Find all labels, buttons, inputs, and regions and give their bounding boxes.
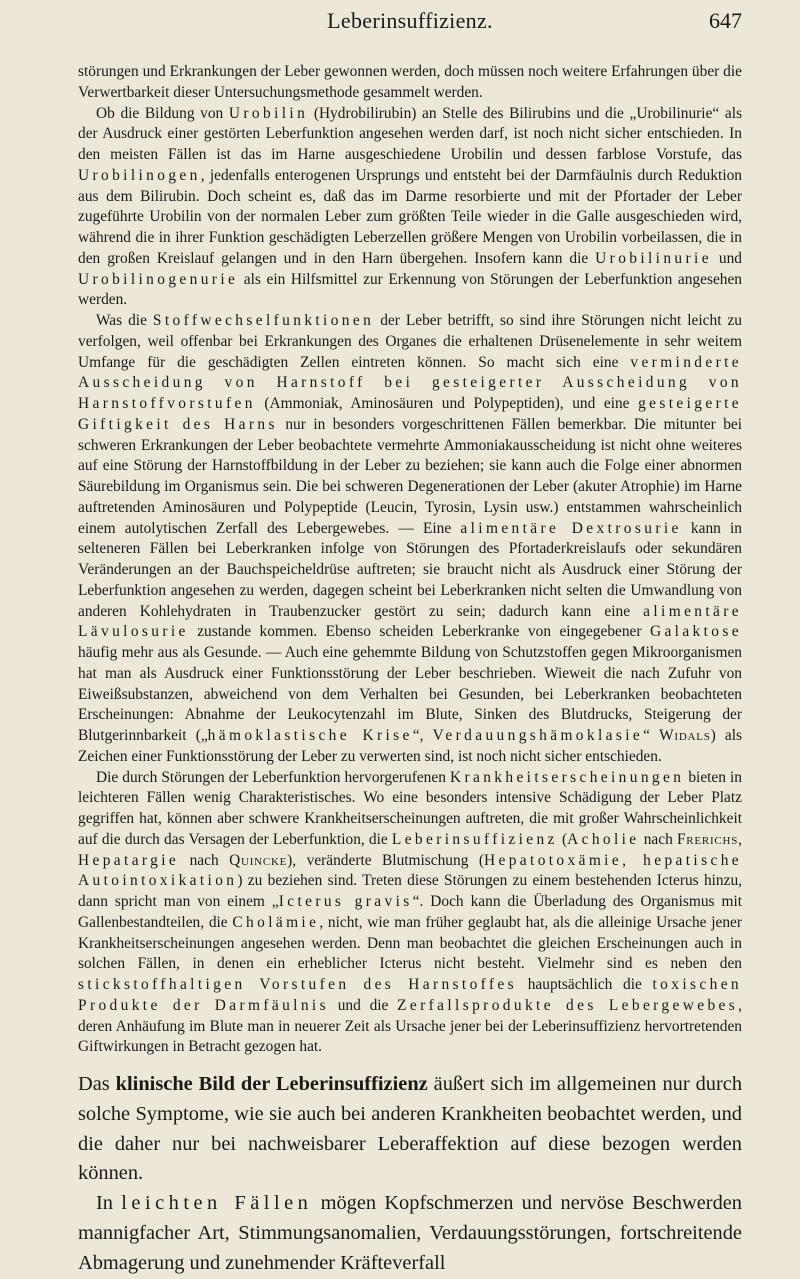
text-run: hauptsächlich die xyxy=(517,976,653,993)
text-run: , deren Anhäufung im Blute man in neuerer Zeit als Ursache jener bei der Leberinsuffizienz hervortretenden Giftwirkungen in Betracht gezogen hat. xyxy=(78,996,742,1056)
text-run: “, xyxy=(412,727,433,744)
emphasis: leichten Fällen xyxy=(121,1192,313,1215)
text-run: nach xyxy=(639,830,677,848)
emphasis: stickstoffhaltigen Vorstufen des Harnstoffes xyxy=(78,976,518,993)
paragraph-klinisches-bild xyxy=(78,1070,742,1189)
text-run: Das xyxy=(78,1073,116,1095)
paragraph-krankheitserscheinungen xyxy=(78,768,742,1059)
emphasis: hämoklastische Krise xyxy=(207,727,413,744)
text-run: ) als Zeichen einer Funktionsstörung der Leber zu verwerten sind, ist noch nicht sicher entschieden. xyxy=(78,727,742,765)
text-run: , xyxy=(738,830,742,848)
text-run: (Hydrobilirubin) an Stelle des Bilirubins und die „Urobilinurie“ als der Ausdruck einer gestörten Leberfunktion angesehen werden darf, ist noch nicht sicher entschieden. In den meisten Fällen ist das im Harne ausgeschiedene Urobilin und dessen farblose Vorstufe, das xyxy=(78,104,742,163)
text-run: mögen Kopfschmerzen und nervöse Beschwerden mannigfacher Art, Stimmungsanomalien, Verdauungsstörungen, fortschreitende Abmagerung und zunehmender Kräfteverfall xyxy=(78,1192,743,1274)
emphasis: Hepatargie xyxy=(78,851,180,869)
text-run: ), veränderte Blutmischung ( xyxy=(287,851,484,869)
emphasis: Krankheitserscheinungen xyxy=(449,768,685,786)
running-head: Leberinsuffizienz. xyxy=(327,8,493,33)
paragraph-urobilin xyxy=(78,104,742,312)
paragraph-stoffwechsel xyxy=(78,311,742,768)
text-run: äußert sich im allgemeinen nur durch solche Symptome, wie sie auch bei anderen Krankheiten beobachtet werden, und die daher nur bei nachweisbarer Leberaffektion auf diese bezogen werden können. xyxy=(78,1073,743,1185)
emphasis: Zerfallsprodukte des Lebergewebes xyxy=(397,996,739,1014)
text-run: und xyxy=(711,249,742,267)
text-run: Die durch Störungen der Leberfunktion hervorgerufenen xyxy=(96,768,450,786)
emphasis: Verdauungshämoklasie xyxy=(432,727,644,744)
emphasis: alimentäre Dextrosurie xyxy=(460,519,682,537)
emphasis: verminderte Ausscheidung von Harnstoff bei gesteigerter Ausscheidung von Harnstoffvorstufen xyxy=(78,353,742,412)
text-run: Ob die Bildung von xyxy=(96,104,229,122)
emphasis: Acholie xyxy=(567,830,640,848)
emphasis: Urobilinogenurie xyxy=(78,270,239,288)
paragraph-methods: störungen und Erkrankungen der Leber gewonnen werden, doch müssen noch weitere Erfahrungen über die Verwertbarkeit dieser Untersuchungsmethode gesammelt werden. xyxy=(78,63,742,101)
small-print-section xyxy=(78,62,742,1058)
text-run: und die xyxy=(328,996,398,1014)
emphasis: Icterus gravis xyxy=(278,893,413,910)
emphasis: Stoffwechselfunktionen xyxy=(152,312,375,329)
text-run: Was die xyxy=(96,312,153,329)
text-run: , nicht, wie man früher geglaubt hat, als die alleinige Ursache jener Krankheitserscheinungen angesehen werden. Denn man beobachtet die gleichen Erscheinungen auch in solchen Fällen, in denen ein erheblicher Icterus nicht besteht. Vielmehr sind es neben den xyxy=(78,913,742,973)
text-run: nur in besonders vorgeschrittenen Fällen bemerkbar. Die mitunter bei schweren Erkrankungen der Leber beobachtete vermehrte Ammoniakausscheidung ist nicht ohne weiteres auf eine Störung der Harnstoffbildung in der Leber zu beziehen; sie kann auch die Folge einer abnormen Säurebildung im Organismus sein. Die bei schweren Degenerationen der Leber (akuter Atrophie) im Harne auftretenden Aminosäuren und Polypeptide (Leucin, Tyrosin, Lysin usw.) entstammen wahrscheinlich einem autolytischen Zerfall des Lebergewebes. — Eine xyxy=(78,415,743,537)
text-run: kann in selteneren Fällen bei Leberkranken infolge von Störungen des Pfortaderkreislaufs oder sekundären Veränderungen an der Bauchspeicheldrüse auftreten; sie braucht nicht als Ausdruck einer Störung der Leberfunktion angesehen zu werden, dagegen scheint bei Leberkranken nicht selten die Umwandlung von anderen Kohlehydraten in Traubenzucker gestört zu sein; dadurch kann eine xyxy=(78,519,742,620)
text-run: (Ammoniak, Aminosäuren und Polypeptiden), und eine xyxy=(255,395,639,412)
text-run: bieten in leichteren Fällen wenig Charakteristisches. Wo eine besonders intensive Schädigung der Leber Platz gegriffen hat, können aber schwere Krankheitserscheinungen auftreten, die mit großer Wahrscheinlichkeit auf die durch das Versagen der Leberfunktion, die xyxy=(78,768,742,848)
text-run: “ xyxy=(643,727,660,744)
page-header xyxy=(78,8,742,42)
emphasis: Urobilin xyxy=(228,104,309,122)
emphasis: Hepatotoxämie, hepatische Autointoxikation xyxy=(78,851,742,890)
bold-heading: klinische Bild der Leberinsuffizienz xyxy=(115,1073,428,1095)
text-run: ( xyxy=(557,830,568,848)
text-run: der Leber betrifft, so sind ihre Störungen nicht leicht zu verfolgen, weil offenbar bei Erkrankungen des Organes die erhaltenen Drüsenelemente in sehr weitem Umfange für die geschädigten Zellen eintreten können. So macht sich eine xyxy=(78,312,742,371)
text-run: zustande kommen. Ebenso scheiden Leberkranke von eingegebener xyxy=(188,623,650,641)
text-run: ) zu beziehen sind. Treten diese Störungen zu einem bestehenden Icterus hinzu, dann spricht man von einem „ xyxy=(78,872,742,910)
author-name: Widals xyxy=(659,727,711,744)
author-name: Quincke xyxy=(229,851,288,869)
emphasis: gesteigerte Giftigkeit des Harns xyxy=(78,395,742,433)
text-run: In xyxy=(96,1192,122,1215)
paragraph-leichte-faelle xyxy=(78,1189,742,1278)
text-run: , jedenfalls enterogenen Ursprungs und entsteht bei der Darmfäulnis durch Reduktion aus dem Bilirubin. Doch scheint es, daß das im Darme resorbierte und mit der Pfortader der Leber zugeführte Urobilin von der normalen Leber zum größten Teile wieder in die Galle ausgeschieden wird, während die in ihrer Funktion geschädigten Leberzellen größere Mengen von Urobilin vorbeilassen, die in den großen Kreislauf gelangen und in den Harn übergehen. Insofern kann die xyxy=(78,166,742,267)
emphasis: Urobilinurie xyxy=(595,249,712,267)
text-run: als ein Hilfsmittel zur Erkennung von Störungen der Leberfunktion angesehen werden. xyxy=(78,270,742,309)
emphasis: Galaktose xyxy=(649,623,742,641)
text-run: nach xyxy=(179,851,230,869)
emphasis: Urobilinogen xyxy=(78,166,201,184)
author-name: Frerichs xyxy=(676,830,739,848)
emphasis: Leberinsuffizienz xyxy=(391,830,558,848)
page-number: 647 xyxy=(709,8,742,33)
text-run: häufig mehr aus als Gesunde. — Auch eine gehemmte Bildung von Schutzstoffen gegen Mikroorganismen hat man als Ausdruck einer Funktionsstörung der Leber beschrieben. Wieweit die nach Zufuhr von Eiweißsubstanzen, abweichend von dem Verhalten bei Gesunden, bei Leberkranken beobachteten Erscheinungen: Abnahme der Leukocytenzahl im Blute, Sinken des Blutdrucks, Steigerung der Blutgerinnbarkeit („ xyxy=(78,644,742,744)
emphasis: Cholämie xyxy=(232,913,320,931)
emphasis: toxischen Produkte der Darmfäulnis xyxy=(78,976,742,1014)
text-run: “. Doch kann die Überladung des Organismus mit Gallenbestandteilen, die xyxy=(78,893,743,931)
large-print-section xyxy=(78,1070,742,1279)
page-body xyxy=(78,62,742,1279)
emphasis: alimentäre Lävulosurie xyxy=(78,602,742,641)
